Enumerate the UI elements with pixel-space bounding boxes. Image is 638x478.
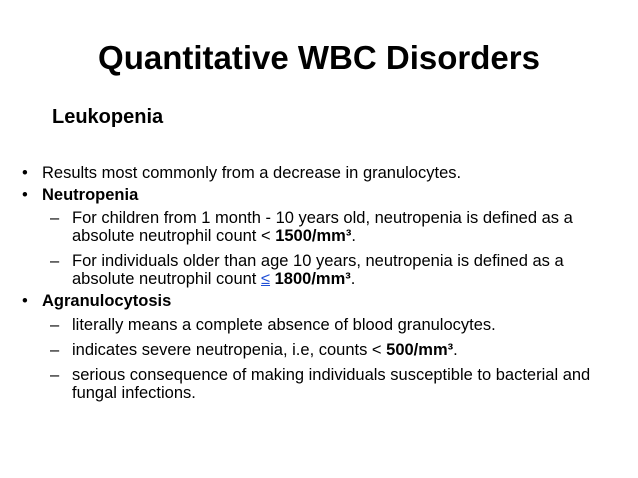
sub-bullet-item [50,316,496,334]
bullet-item [22,164,462,182]
sub-bullet-continuation [72,270,564,288]
sub-bullet-continuation: fungal infections. [72,384,196,402]
value-text: 500/mm³ [386,341,454,359]
bullet-marker: • [22,186,28,204]
text-run: . [351,227,356,245]
sub-bullet-item [50,366,591,402]
slide-subtitle: Leukopenia [52,106,164,128]
dash-marker: – [50,366,60,384]
sub-bullet-item [50,252,564,288]
bullet-marker: • [22,164,28,182]
text-run: indicates severe neutropenia, i.e, counts < [72,341,387,359]
sub-bullet-text: For individuals older than age 10 years, neutropenia is defined as a [72,252,564,270]
text-run: . [350,270,356,288]
sub-bullet-item [50,209,573,245]
sub-bullet-text: For children from 1 month - 10 years old, neutropenia is defined as a [72,209,573,227]
less-or-equal-link[interactable]: ≤ [260,270,271,288]
bullet-item [22,186,139,204]
text-run: absolute neutrophil count [72,270,261,288]
sub-bullet-item [50,341,458,359]
text-run: . [453,341,458,359]
bullet-heading-agranulocytosis: Agranulocytosis [42,292,172,310]
slide-title: Quantitative WBC Disorders [98,39,540,76]
sub-bullet-text: serious consequence of making individuals susceptible to bacterial and [72,366,591,384]
value-text: 1500/mm³ [275,227,352,245]
dash-marker: – [50,341,60,359]
bullet-text: Results most commonly from a decrease in granulocytes. [42,164,462,182]
value-text: 1800/mm³ [274,270,351,288]
dash-marker: – [50,209,60,227]
sub-bullet-text: literally means a complete absence of blood granulocytes. [72,316,496,334]
bullet-marker: • [22,292,28,310]
dash-marker: – [50,252,60,270]
text-run: absolute neutrophil count < [72,227,276,245]
bullet-item [22,292,172,310]
dash-marker: – [50,316,60,334]
sub-bullet-continuation [72,227,573,245]
bullet-heading-neutropenia: Neutropenia [42,186,139,204]
